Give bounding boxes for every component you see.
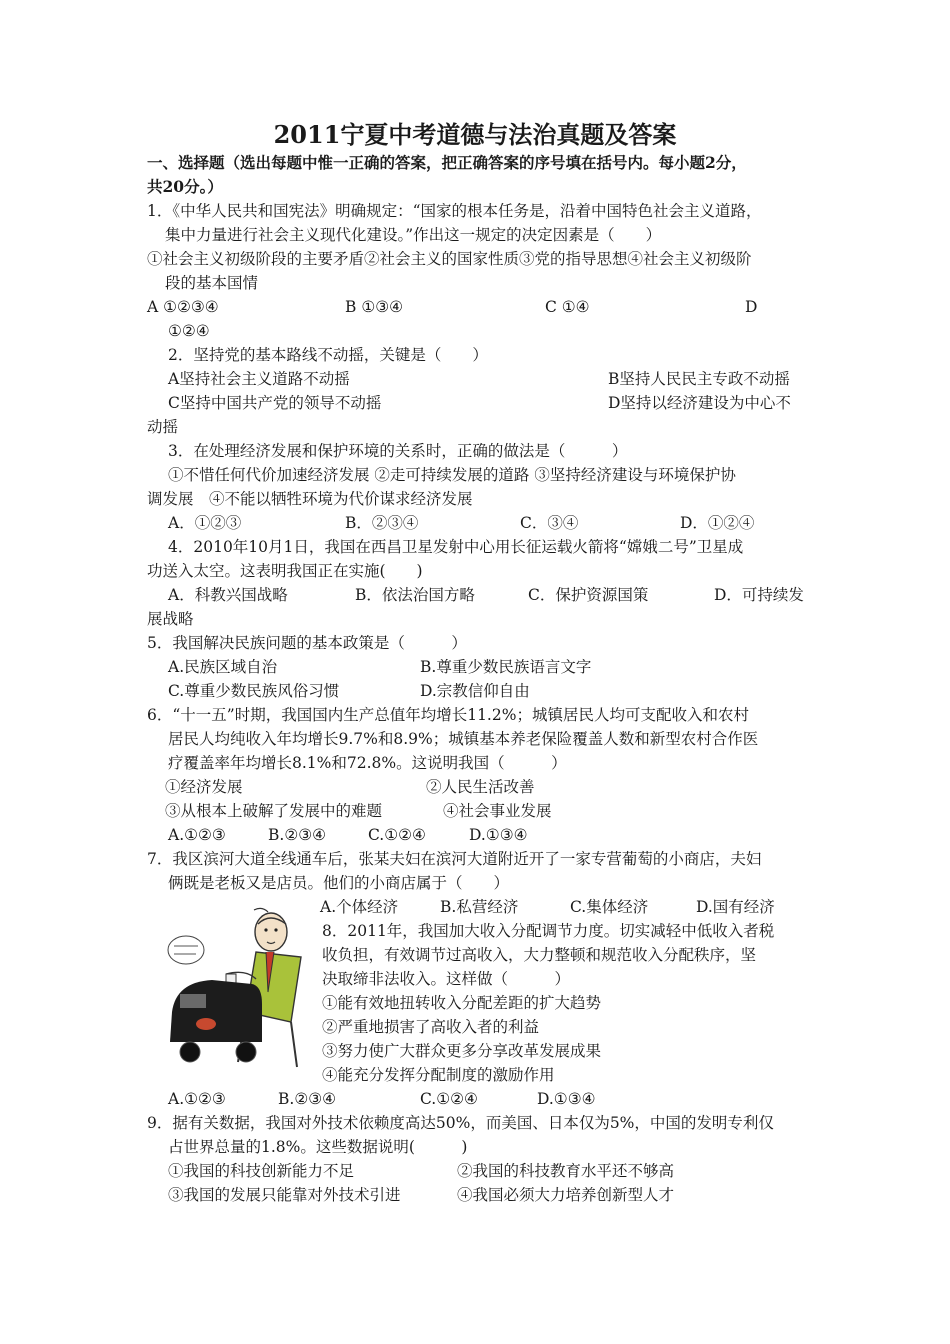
q5-option-b: B.尊重少数民族语言文字 xyxy=(420,658,592,676)
q5-stem: 5．我国解决民族问题的基本政策是（ ） xyxy=(147,634,467,652)
q6-item-3: ③从根本上破解了发展中的难题 xyxy=(165,802,383,820)
q1-option-c: C ①④ xyxy=(545,298,590,316)
q4-option-b: B．依法治国方略 xyxy=(355,586,475,604)
q5-option-c: C.尊重少数民族风俗习惯 xyxy=(168,682,340,700)
q6-stem: 6．“十一五”时期，我国国内生产总值年均增长11.2%；城镇居民人均可支配收入和农村 xyxy=(147,706,749,724)
q4-option-d: D．可持续发 xyxy=(714,586,804,604)
q9-stem-cont: 占世界总量的1.8%。这些数据说明( ) xyxy=(168,1138,468,1156)
page-title: 2011宁夏中考道德与法治真题及答案 xyxy=(273,120,677,149)
q3-option-d: D．①②④ xyxy=(680,514,755,532)
q9-item-1: ①我国的科技创新能力不足 xyxy=(168,1162,355,1180)
cartoon-illustration xyxy=(166,902,316,1072)
q8-item-3: ③努力使广大群众更多分享改革发展成果 xyxy=(322,1042,602,1060)
q1-stem-cont: 集中力量进行社会主义现代化建设。”作出这一规定的决定因素是（ ） xyxy=(165,226,662,244)
q6-stem-cont-2: 疗覆盖率年均增长8.1%和72.8%。这说明我国（ ） xyxy=(168,754,567,772)
q8-item-4: ④能充分发挥分配制度的激励作用 xyxy=(322,1066,555,1084)
q4-stem: 4．2010年10月1日，我国在西昌卫星发射中心用长征运载火箭将“嫦娥二号”卫星成 xyxy=(168,538,744,556)
q7-option-b: B.私营经济 xyxy=(440,898,519,916)
q1-items: ①社会主义初级阶段的主要矛盾②社会主义的国家性质③党的指导思想④社会主义初级阶 xyxy=(147,250,752,268)
q8-option-d: D.①③④ xyxy=(537,1090,596,1108)
q9-item-2: ②我国的科技教育水平还不够高 xyxy=(457,1162,675,1180)
q9-item-4: ④我国必须大力培养创新型人才 xyxy=(457,1186,675,1204)
q1-option-b: B ①③④ xyxy=(345,298,404,316)
q4-stem-cont: 功送入太空。这表明我国正在实施( ) xyxy=(147,562,423,580)
q1-items-cont: 段的基本国情 xyxy=(165,274,259,292)
q1-stem: 1．《中华人民共和国宪法》明确规定：“国家的根本任务是，沿着中国特色社会主义道路， xyxy=(147,202,762,220)
section-heading-cont: 共20分。） xyxy=(147,177,223,196)
q8-stem-cont-2: 决取缔非法收入。这样做（ ） xyxy=(322,970,571,988)
q6-item-2: ②人民生活改善 xyxy=(426,778,535,796)
q4-option-c: C．保护资源国策 xyxy=(528,586,649,604)
q1-option-d: D xyxy=(745,298,758,316)
q2-option-b: B坚持人民民主专政不动摇 xyxy=(608,370,790,388)
q9-stem: 9．据有关数据，我国对外技术依赖度高达50%，而美国、日本仅为5%，中国的发明专利仅 xyxy=(147,1114,774,1132)
q8-option-c: C.①②④ xyxy=(420,1090,478,1108)
q3-option-a: A．①②③ xyxy=(168,514,242,532)
section-heading: 一、选择题（选出每题中惟一正确的答案，把正确答案的序号填在括号内。每小题2分， xyxy=(147,153,747,172)
q8-item-1: ①能有效地扭转收入分配差距的扩大趋势 xyxy=(322,994,602,1012)
q8-option-b: B.②③④ xyxy=(278,1090,337,1108)
q7-option-d: D.国有经济 xyxy=(696,898,775,916)
q6-item-4: ④社会事业发展 xyxy=(443,802,552,820)
q7-option-c: C.集体经济 xyxy=(570,898,649,916)
q5-option-d: D.宗教信仰自由 xyxy=(420,682,530,700)
q2-option-a: A坚持社会主义道路不动摇 xyxy=(168,370,350,388)
q4-option-a: A．科教兴国战略 xyxy=(168,586,288,604)
q3-items-cont: 调发展 ④不能以牺牲环境为代价谋求经济发展 xyxy=(147,490,473,508)
q5-option-a: A.民族区域自治 xyxy=(168,658,278,676)
q2-stem: 2．坚持党的基本路线不动摇，关键是（ ） xyxy=(168,346,488,364)
q2-option-d-cont: 动摇 xyxy=(147,418,179,436)
q6-option-a: A.①②③ xyxy=(168,826,226,844)
q3-stem: 3．在处理经济发展和保护环境的关系时，正确的做法是（ ） xyxy=(168,442,628,460)
q1-option-a: A ①②③④ xyxy=(147,298,219,316)
q8-option-a: A.①②③ xyxy=(168,1090,226,1108)
q8-stem-cont-1: 收负担，有效调节过高收入，大力整顿和规范收入分配秩序，坚 xyxy=(322,946,757,964)
q3-option-b: B．②③④ xyxy=(345,514,419,532)
q8-item-2: ②严重地损害了高收入者的利益 xyxy=(322,1018,540,1036)
q3-option-c: C．③④ xyxy=(520,514,579,532)
q2-option-d: D坚持以经济建设为中心不 xyxy=(608,394,791,412)
q9-item-3: ③我国的发展只能靠对外技术引进 xyxy=(168,1186,401,1204)
q6-option-c: C.①②④ xyxy=(368,826,426,844)
q6-option-d: D.①③④ xyxy=(469,826,528,844)
q6-stem-cont-1: 居民人均纯收入年均增长9.7%和8.9%；城镇基本养老保险覆盖人数和新型农村合作医 xyxy=(168,730,759,748)
q8-stem: 8．2011年，我国加大收入分配调节力度。切实减轻中低收入者税 xyxy=(322,922,775,940)
q7-stem: 7．我区滨河大道全线通车后，张某夫妇在滨河大道附近开了一家专营葡萄的小商店，夫妇 xyxy=(147,850,762,868)
q3-items: ①不惜任何代价加速经济发展 ②走可持续发展的道路 ③坚持经济建设与环境保护协 xyxy=(168,466,736,484)
q4-option-d-cont: 展战略 xyxy=(147,610,194,628)
q1-option-d-cont: ①②④ xyxy=(168,322,210,340)
q6-option-b: B.②③④ xyxy=(268,826,327,844)
q7-option-a: A.个体经济 xyxy=(320,898,399,916)
q6-item-1: ①经济发展 xyxy=(165,778,243,796)
q7-stem-cont: 俩既是老板又是店员。他们的小商店属于（ ） xyxy=(168,874,510,892)
q2-option-c: C坚持中国共产党的领导不动摇 xyxy=(168,394,382,412)
